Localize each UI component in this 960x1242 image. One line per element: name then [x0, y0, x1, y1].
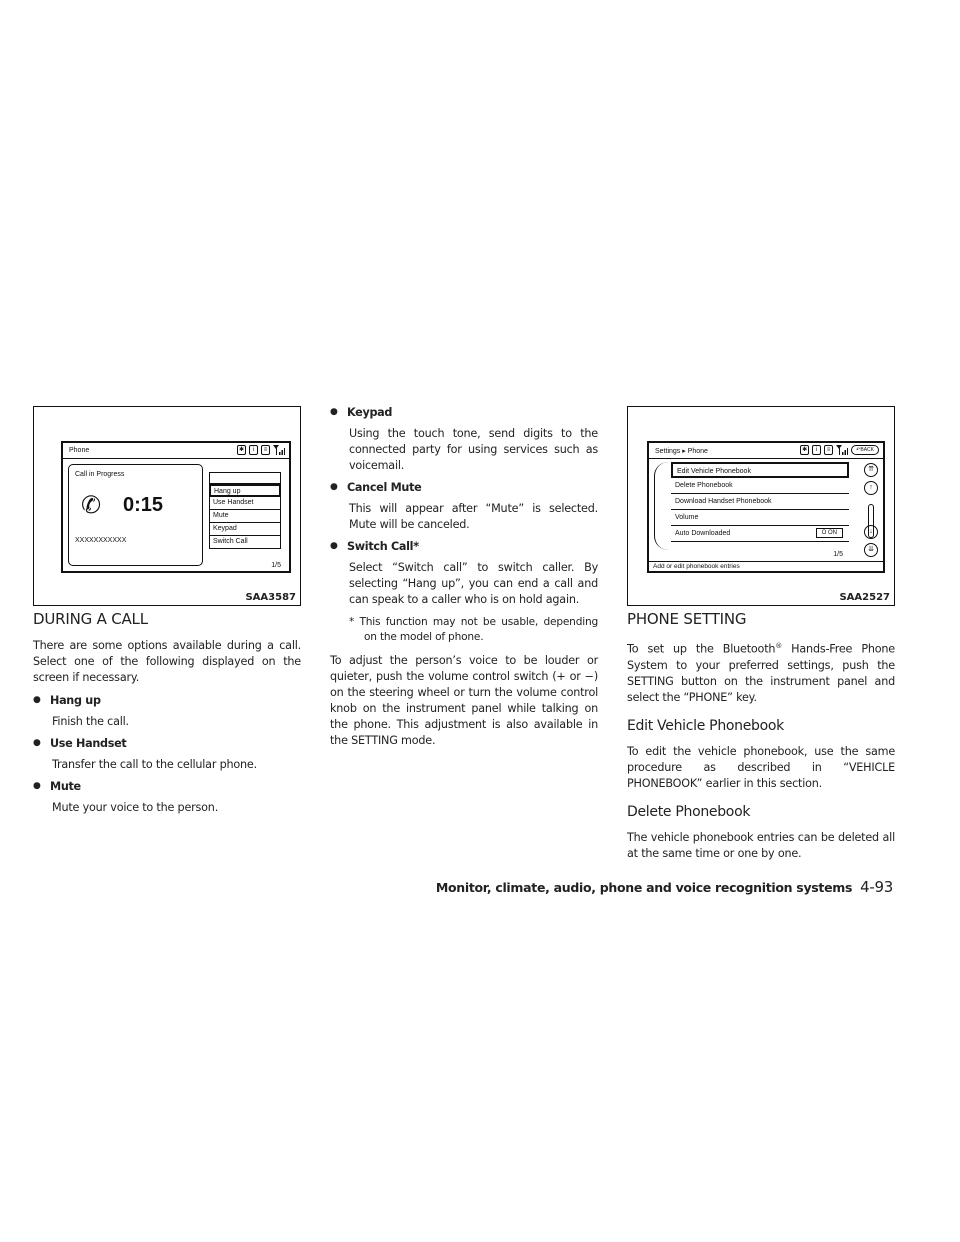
delete-phonebook-paragraph: The vehicle phonebook entries can be deleted all at the same time or one by one. [627, 830, 895, 860]
figure-code: SAA3587 [245, 592, 296, 603]
option-keypad[interactable]: Keypad [209, 523, 281, 536]
call-status-label: Call in Progress [75, 471, 125, 478]
item-label: ● Cancel Mute [330, 481, 598, 494]
settings-menu [671, 462, 849, 542]
list-item [209, 472, 281, 484]
scroll-controls [862, 463, 880, 557]
screen-title: Phone [69, 447, 90, 454]
item-description: Finish the call. [52, 715, 129, 728]
subsection-heading: Delete Phonebook [627, 803, 751, 820]
screen-header [649, 443, 883, 459]
item-description: Using the touch tone, send digits to the connected party for using services such as voicemail. [349, 427, 598, 472]
item-label: ● Switch Call* [330, 540, 598, 553]
signal-icon [273, 445, 285, 455]
menu-delete-phonebook[interactable]: Delete Phonebook [671, 478, 849, 494]
section-heading: PHONE SETTING [627, 610, 747, 628]
item-label: ● Keypad [330, 406, 598, 419]
screen-header [63, 443, 289, 459]
signal-icon [836, 445, 848, 455]
page-indicator: 1/5 [833, 551, 843, 558]
item-description: Transfer the call to the cellular phone. [52, 758, 257, 771]
item-label: ● Use Handset [33, 737, 301, 750]
menu-volume[interactable]: Volume [671, 510, 849, 526]
settings-screen [647, 441, 885, 573]
menu-download-handset-phonebook[interactable]: Download Handset Phonebook [671, 494, 849, 510]
item-label: ● Hang up [33, 694, 301, 707]
figure-call-in-progress [33, 406, 301, 606]
battery-icon: ≡ [824, 445, 833, 455]
setting-paragraph [627, 638, 895, 706]
screen-hint: Add or edit phonebook entries [649, 561, 883, 571]
page-indicator: 1/5 [271, 562, 281, 569]
menu-auto-downloaded-label: Auto Downloaded [675, 530, 731, 537]
setting-text-b: Hands-Free Phone System to your preferred settings, push the SETTING button on the instrument panel and select the “PHONE” key. [627, 642, 895, 704]
section-heading: DURING A CALL [33, 610, 148, 628]
column-right [627, 406, 895, 870]
call-options-list [209, 472, 281, 549]
option-hang-up[interactable]: Hang up [209, 484, 281, 497]
auto-download-toggle[interactable]: O ON [816, 528, 843, 538]
column-middle [330, 406, 598, 757]
figure-phone-settings [627, 406, 895, 606]
intro-paragraph: There are some options available during a call. Select one of the following displayed on the screen if necessary. [33, 639, 301, 684]
bluetooth-icon: ✱ [238, 447, 245, 453]
caller-number: XXXXXXXXXXX [75, 537, 127, 544]
item-label: ● Mute [33, 780, 301, 793]
item-description: Select “Switch call” to switch caller. By selecting “Hang up”, you can end a call and can speak to a caller who is on hold again. [349, 561, 598, 606]
info-icon: i [812, 445, 821, 455]
back-button[interactable]: ↶BACK [851, 445, 879, 455]
call-timer: 0:15 [123, 494, 164, 516]
edit-phonebook-paragraph: To edit the vehicle phonebook, use the same procedure as described in “VEHICLE PHONEBOOK” earlier in this section. [627, 744, 895, 790]
scroll-down-icon[interactable]: ↓ [864, 525, 878, 539]
page-footer [0, 878, 893, 896]
back-label: BACK [860, 447, 874, 453]
figure-code: SAA2527 [839, 592, 890, 603]
page-down-icon[interactable]: ⇊ [864, 543, 878, 557]
phone-screen [61, 441, 291, 573]
info-icon: i [249, 445, 258, 455]
footnote: * This function may not be usable, depending on the model of phone. [349, 616, 598, 643]
option-use-handset[interactable]: Use Handset [209, 497, 281, 510]
bluetooth-icon: ✱ [802, 447, 808, 453]
menu-auto-downloaded[interactable] [671, 526, 849, 542]
chapter-title: Monitor, climate, audio, phone and voice recognition systems [435, 880, 853, 895]
scroll-up-icon[interactable]: ↑ [864, 481, 878, 495]
option-switch-call[interactable]: Switch Call [209, 536, 281, 549]
breadcrumb: Settings ▸ Phone [655, 448, 708, 455]
setting-text-a: To set up the Bluetooth [627, 642, 776, 656]
option-mute[interactable]: Mute [209, 510, 281, 523]
subsection-heading: Edit Vehicle Phonebook [627, 717, 784, 734]
call-status-panel [68, 464, 203, 566]
column-left [33, 406, 301, 823]
registered-mark: ® [775, 642, 783, 650]
battery-icon: ≡ [261, 445, 270, 455]
handset-icon: ✆ [81, 491, 102, 519]
page-number: 4-93 [860, 878, 893, 896]
volume-paragraph: To adjust the person’s voice to be louder or quieter, push the volume control switch (+ or −) on the steering wheel or turn the volume control knob on the instrument panel while talking on the phone. This adjustment is also available in the SETTING mode. [330, 654, 598, 747]
item-description: Mute your voice to the person. [52, 801, 219, 814]
status-icons [800, 445, 879, 455]
status-icons [237, 445, 285, 455]
item-description: This will appear after “Mute” is selected. Mute will be canceled. [349, 502, 598, 531]
menu-edit-vehicle-phonebook[interactable]: Edit Vehicle Phonebook [671, 462, 849, 478]
page-up-icon[interactable]: ⇈ [864, 463, 878, 477]
